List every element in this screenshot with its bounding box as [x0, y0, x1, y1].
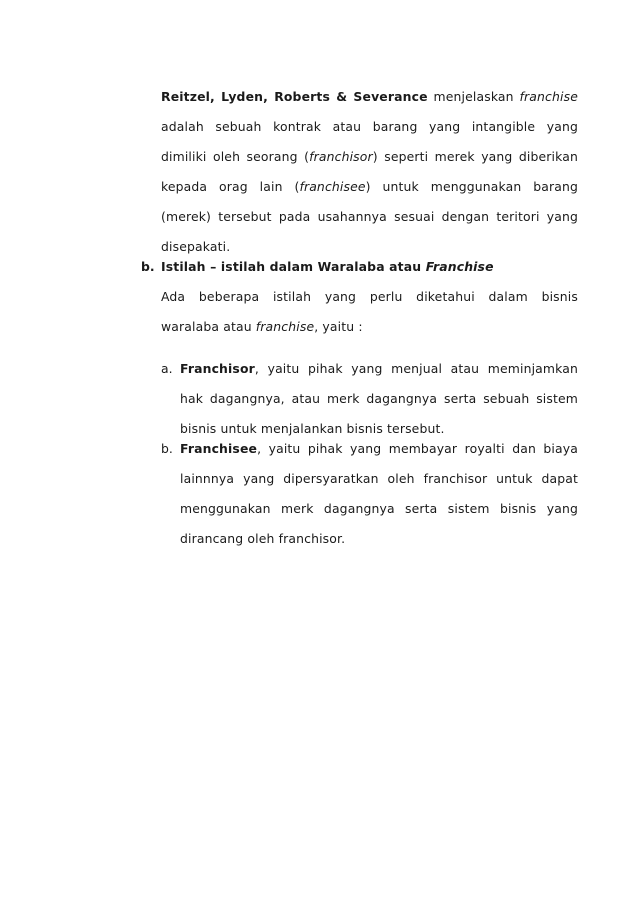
italic-term: franchise: [519, 89, 578, 104]
text: , yaitu pihak yang menjual atau meminjamkan: [254, 361, 578, 376]
heading-text: Istilah – istilah dalam Waralaba atau: [161, 259, 426, 274]
text: , yaitu pihak yang membayar royalti dan biaya: [257, 441, 578, 456]
text: menjelaskan: [427, 89, 520, 104]
text: ) seperti merek yang diberikan: [372, 149, 578, 164]
text: waralaba atau: [161, 319, 256, 334]
intro-line-2: adalah sebuah kontrak atau barang yang intangible yang: [161, 119, 578, 134]
list-item-line: menggunakan merk dagangnya serta sistem bisnis yang: [180, 501, 578, 516]
intro-line-4: [161, 179, 578, 195]
section-heading: [161, 259, 494, 275]
text: kepada orag lain (: [161, 179, 300, 194]
italic-term: franchisee: [299, 179, 366, 194]
text: ) untuk menggunakan barang: [365, 179, 578, 194]
list-item-marker: a.: [161, 361, 173, 376]
intro-line-5: (merek) tersebut pada usahannya sesuai dengan teritori yang: [161, 209, 578, 224]
intro-line-1: [161, 89, 578, 105]
italic-term: franchise: [255, 319, 315, 334]
list-item-line: bisnis untuk menjalankan bisnis tersebut.: [180, 421, 445, 436]
list-item-marker: b.: [161, 441, 173, 456]
section-marker: b.: [141, 259, 155, 274]
term: Franchisor: [180, 361, 255, 376]
text: , yaitu :: [314, 319, 363, 334]
authors: Reitzel, Lyden, Roberts & Severance: [161, 89, 428, 104]
section-intro-line-2: [161, 319, 578, 335]
intro-line-3: [161, 149, 578, 165]
list-item-line: hak dagangnya, atau merk dagangnya serta sebuah sistem: [180, 391, 578, 406]
term: Franchisee: [180, 441, 258, 456]
intro-line-6: disepakati.: [161, 239, 231, 254]
list-item-line: dirancang oleh franchisor.: [180, 531, 346, 546]
heading-italic: Franchise: [425, 259, 494, 274]
list-item-line: [180, 361, 578, 377]
section-intro-line-1: Ada beberapa istilah yang perlu diketahui dalam bisnis: [161, 289, 578, 304]
italic-term: franchisor: [309, 149, 373, 164]
list-item-line: [180, 441, 578, 457]
text: dimiliki oleh seorang (: [161, 149, 310, 164]
list-item-line: lainnnya yang dipersyaratkan oleh franchisor untuk dapat: [180, 471, 578, 486]
